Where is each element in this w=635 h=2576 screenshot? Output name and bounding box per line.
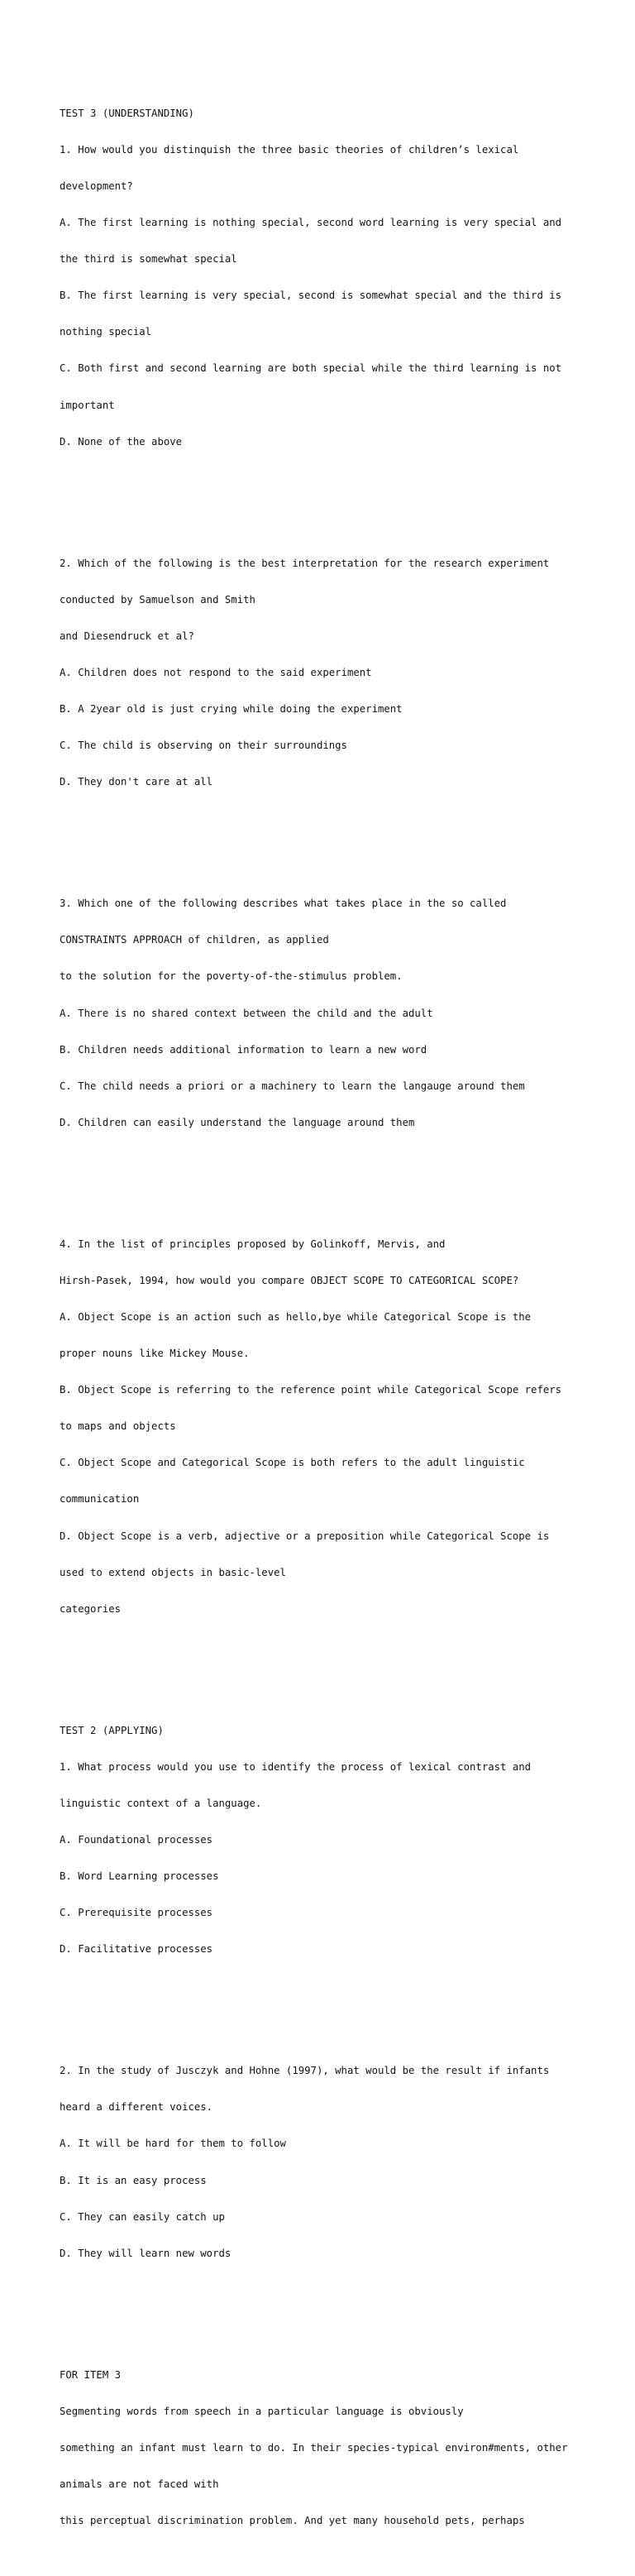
question-text: heard a different voices. — [60, 2101, 213, 2114]
block-item3-passage — [60, 2344, 580, 2551]
answer-option: A. Object Scope is an action such as hello,bye while Categorical Scope is the — [60, 1310, 532, 1323]
answer-option: D. They don't care at all — [60, 776, 213, 788]
answer-option: D. Facilitative processes — [60, 1943, 213, 1956]
answer-option: categories — [60, 1602, 122, 1615]
question-text: CONSTRAINTS APPROACH of children, as applied — [60, 934, 329, 946]
blank-line — [60, 2308, 580, 2320]
answer-option: B. Object Scope is referring to the reference point while Categorical Scope refers — [60, 1384, 562, 1396]
answer-option: the third is somewhat special — [60, 253, 237, 266]
block-test3-q2 — [60, 533, 580, 812]
answer-option: B. It is an easy process — [60, 2174, 207, 2186]
block-test2-q2 — [60, 2041, 580, 2284]
answer-option: C. They can easily catch up — [60, 2210, 225, 2223]
answer-option: C. The child needs a priori or a machinery to learn the langauge around them — [60, 1080, 525, 1092]
block-test3-q1 — [60, 83, 580, 472]
answer-option: C. Prerequisite processes — [60, 1907, 213, 1919]
section-heading: TEST 3 (UNDERSTANDING) — [60, 107, 194, 119]
passage-text: this perceptual discrimination problem. And yet many household pets, perhaps — [60, 2515, 525, 2527]
question-text: to the solution for the poverty-of-the-stimulus problem. — [60, 970, 403, 983]
passage-text: Segmenting words from speech in a particular language is obviously — [60, 2405, 464, 2417]
block-test2-q1 — [60, 1700, 580, 1980]
answer-option: C. Both first and second learning are both special while the third learning is not — [60, 362, 562, 375]
question-text: linguistic context of a language. — [60, 1797, 262, 1809]
question-text: development? — [60, 180, 133, 192]
blank-line — [60, 2004, 580, 2017]
answer-option: B. A 2year old is just crying while doing the experiment — [60, 703, 403, 716]
blank-line — [60, 496, 580, 509]
answer-option: used to extend objects in basic-level — [60, 1566, 286, 1578]
document-text — [60, 59, 580, 2576]
answer-option: B. The first learning is very special, second is somewhat special and the third is — [60, 290, 562, 302]
question-text: 1. How would you distinquish the three basic theories of children’s lexical — [60, 143, 519, 156]
blank-line — [60, 1664, 580, 1676]
question-text: Hirsh-Pasek, 1994, how would you compare OBJECT SCOPE TO CATEGORICAL SCOPE? — [60, 1274, 519, 1286]
blank-line — [60, 1177, 580, 1190]
answer-option: C. Object Scope and Categorical Scope is both refers to the adult linguistic — [60, 1457, 525, 1469]
passage-text: animals are not faced with — [60, 2478, 219, 2491]
answer-option: nothing special — [60, 326, 152, 338]
block-test3-q4 — [60, 1214, 580, 1639]
question-text: 2. Which of the following is the best interpretation for the research experiment — [60, 557, 550, 569]
passage-text: something an infant must learn to do. In their species-typical environ#ments, other — [60, 2441, 568, 2454]
answer-option: A. The first learning is nothing special, second word learning is very special and — [60, 217, 562, 229]
question-text: 3. Which one of the following describes what takes place in the so called — [60, 898, 507, 910]
answer-option: C. The child is observing on their surroundings — [60, 740, 347, 752]
question-text: and Diesendruck et al? — [60, 630, 194, 642]
answer-option: communication — [60, 1493, 140, 1506]
answer-option: B. Children needs additional information to learn a new word — [60, 1043, 427, 1056]
answer-option: D. They will learn new words — [60, 2247, 232, 2259]
answer-option: A. It will be hard for them to follow — [60, 2138, 286, 2150]
question-text: conducted by Samuelson and Smith — [60, 593, 255, 606]
question-text: 1. What process would you use to identify the process of lexical contrast and — [60, 1760, 532, 1773]
answer-option: D. Object Scope is a verb, adjective or a preposition while Categorical Scope is — [60, 1530, 550, 1542]
answer-option: A. There is no shared context between the child and the adult — [60, 1007, 433, 1019]
answer-option: D. None of the above — [60, 435, 183, 448]
question-text: 2. In the study of Jusczyk and Hohne (1997), what would be the result if infants — [60, 2065, 550, 2077]
section-heading: TEST 2 (APPLYING) — [60, 1724, 164, 1736]
blank-line — [60, 837, 580, 850]
answer-option: proper nouns like Mickey Mouse. — [60, 1348, 250, 1360]
answer-option: B. Word Learning processes — [60, 1870, 219, 1883]
answer-option: important — [60, 399, 115, 411]
block-test3-q3 — [60, 874, 580, 1153]
answer-option: A. Children does not respond to the said experiment — [60, 666, 372, 678]
answer-option: A. Foundational processes — [60, 1834, 213, 1846]
question-text: 4. In the list of principles proposed by Golinkoff, Mervis, and — [60, 1238, 446, 1250]
answer-option: to maps and objects — [60, 1420, 176, 1433]
answer-option: D. Children can easily understand the language around them — [60, 1116, 415, 1128]
section-heading: FOR ITEM 3 — [60, 2368, 122, 2381]
